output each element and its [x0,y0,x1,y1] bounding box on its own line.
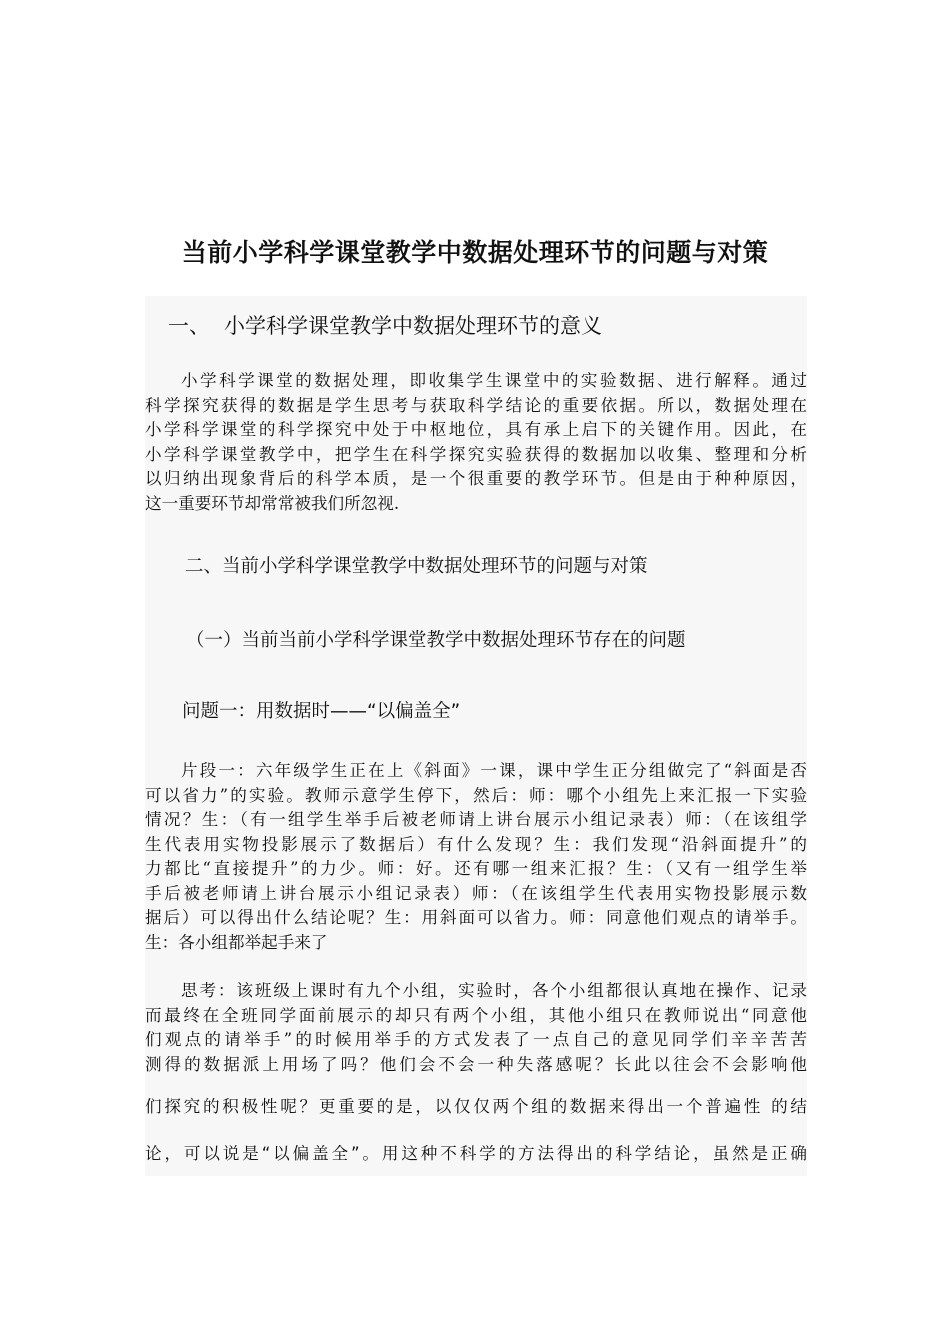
paragraph-line: 这一重要环节却常常被我们所忽视. [145,493,400,513]
reflection-line-loose: 论，可以说是“以偏盖全”。用这种不科学的方法得出的科学结论，虽然是正确 [145,1144,807,1163]
paragraph-line: 们观点的请举手”的时候用举手的方式发表了一点自己的意见同学们辛辛苦苦 [145,1030,807,1049]
section-2-heading: 二、当前小学科学课堂教学中数据处理环节的问题与对策 [185,556,648,577]
section-1-paragraph [145,369,807,516]
section-1-heading [168,310,602,340]
reflection-line-loose: 们探究的积极性呢？更重要的是，以仅仅两个组的数据来得出一个普遍性 的结 [145,1097,807,1116]
section-1-number: 一、 [168,314,210,338]
fragment-paragraph [145,759,807,955]
paragraph-line: 小学科学课堂的科学探究中处于中枢地位，具有承上启下的关键作用。因此，在 [145,420,807,439]
paragraph-line: 手后被老师请上讲台展示小组记录表）师：（在该组学生代表用实物投影展示数 [145,883,807,903]
section-1-title: 小学科学课堂教学中数据处理环节的意义 [224,314,602,338]
paragraph-line: 以归纳出现象背后的科学本质，是一个很重要的教学环节。但是由于种种原因， [145,469,807,488]
problem-heading: 问题一：用数据时——“以偏盖全” [182,701,461,722]
paragraph-line: 测得的数据派上用场了吗？他们会不会一种失落感呢？长此以往会不会影响他 [145,1054,807,1074]
reflection-paragraph [145,979,807,1077]
paragraph-line: 据后）可以得出什么结论呢？生：用斜面可以省力。师：同意他们观点的请举手。 [145,908,807,927]
paragraph-line: 小学科学课堂的数据处理，即收集学生课堂中的实验数据、进行解释。通过 [181,371,807,390]
paragraph-line: 力都比“直接提升”的力少。师：好。还有哪一组来汇报？生：（又有一组学生举 [145,859,807,878]
paragraph-line: 思考：该班级上课时有九个小组，实验时，各个小组都很认真地在操作、记录 [181,981,807,1000]
paragraph-line: 生：各小组都举起手来了 [145,932,328,952]
document-title: 当前小学科学课堂教学中数据处理环节的问题与对策 [181,238,769,267]
paragraph-line: 科学探究获得的数据是学生思考与获取科学结论的重要依据。所以，数据处理在 [145,395,807,415]
paragraph-line: 可以省力”的实验。教师示意学生停下，然后：师：哪个小组先上来汇报一下实验 [145,785,807,805]
paragraph-line: 生代表用实物投影展示了数据后）有什么发现？生：我们发现“沿斜面提升”的 [145,834,807,854]
subsection-heading: （一）当前当前小学科学课堂教学中数据处理环节存在的问题 [186,630,686,651]
paragraph-line: 片段一：六年级学生正在上《斜面》一课，课中学生正分组做完了“斜面是否 [181,761,807,780]
paragraph-line: 而最终在全班同学面前展示的却只有两个小组，其他小组只在教师说出“同意他 [145,1005,807,1025]
paragraph-line: 情况？生：（有一组学生举手后被老师请上讲台展示小组记录表）师：（在该组学 [145,810,807,829]
paragraph-line: 小学科学课堂教学中，把学生在科学探究实验获得的数据加以收集、整理和分析 [145,444,807,464]
